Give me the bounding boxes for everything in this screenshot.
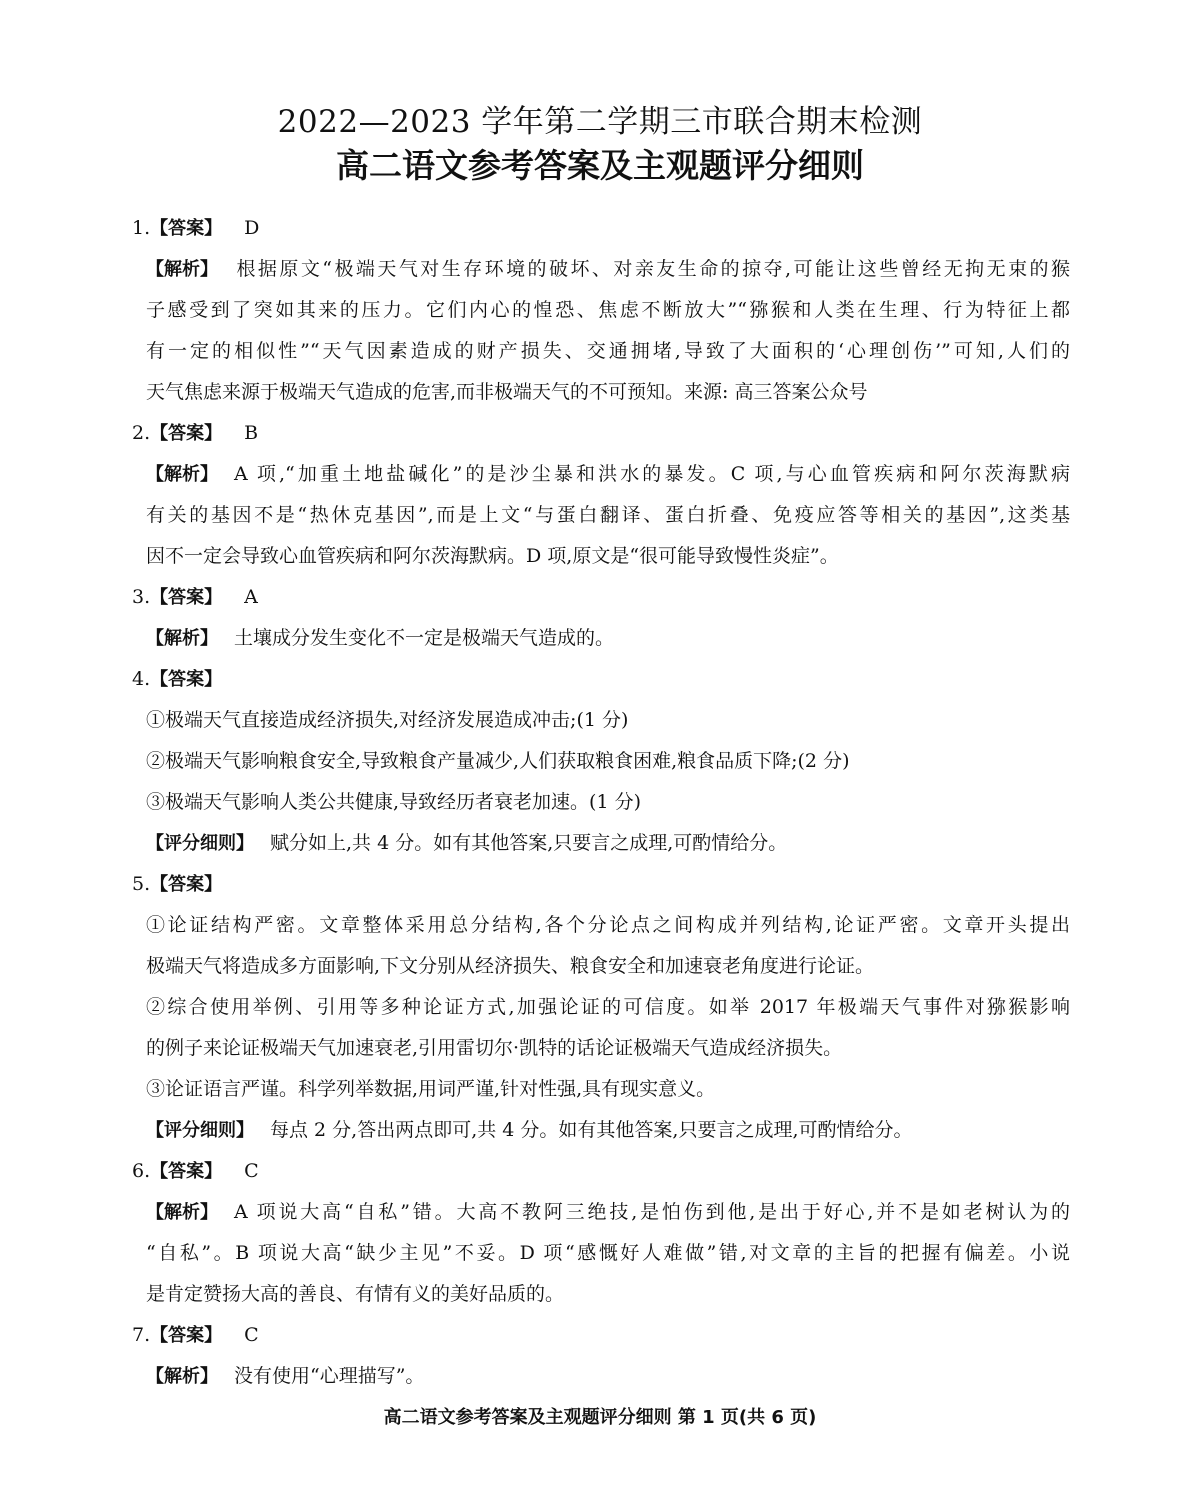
question-7-analysis-line [132,1356,1070,1397]
question-7-answer [132,1315,1070,1356]
question-3-answer [132,577,1070,618]
answer-label: 【答案】 [150,874,223,895]
question-2-analysis-line: 有关的基因不是“热休克基因”,而是上文“与蛋白翻译、蛋白折叠、免疫应答等相关的基因”,这类基 [146,504,1070,526]
question-4-point: ③极端天气影响人类公共健康,导致经历者衰老加速。(1 分) [146,791,641,813]
question-5-line: ②综合使用举例、引用等多种论证方式,加强论证的可信度。如举 2017 年极端天气事件对猕猴影响 [146,996,1070,1018]
exam-title: 2022—2023 学年第二学期三市联合期末检测 [277,104,923,140]
analysis-text: 没有使用“心理描写”。 [234,1365,425,1387]
question-number: 7. [132,1324,151,1346]
question-5-scoring [132,1110,1070,1151]
page-footer: 高二语文参考答案及主观题评分细则 第 1 页(共 6 页) [383,1407,817,1428]
question-number: 3. [132,586,151,608]
analysis-text: 根据原文“极端天气对生存环境的破坏、对亲友生命的掠夺,可能让这些曾经无拘无束的猴 [234,258,1070,280]
question-1-analysis-line: 子感受到了突如其来的压力。它们内心的惶恐、焦虑不断放大”“猕猴和人类在生理、行为特征上都 [146,299,1070,321]
question-number: 1. [132,217,151,239]
question-5-line: 极端天气将造成多方面影响,下文分别从经济损失、粮食安全和加速衰老角度进行论证。 [146,955,875,977]
analysis-label: 【解析】 [146,1366,218,1387]
question-number: 4. [132,668,151,690]
question-2-answer [132,413,1070,454]
analysis-label: 【解析】 [146,1202,218,1223]
answer-value: C [244,1324,259,1346]
question-number: 2. [132,422,151,444]
analysis-text: 土壤成分发生变化不一定是极端天气造成的。 [234,627,615,649]
question-5-answer [132,864,1070,905]
question-2-analysis-line [132,454,1070,495]
analysis-label: 【解析】 [146,464,218,485]
question-6-analysis-line: “自私”。B 项说大高“缺少主见”不妥。D 项“感慨好人难做”错,对文章的主旨的把握有偏差。小说 [146,1242,1070,1264]
answer-label: 【答案】 [150,587,223,608]
question-2-analysis-line: 因不一定会导致心血管疾病和阿尔茨海默病。D 项,原文是“很可能导致慢性炎症”。 [146,545,839,567]
question-number: 5. [132,873,151,895]
answer-value: C [244,1160,259,1182]
question-4-scoring [132,823,1070,864]
question-6-analysis-line [132,1192,1070,1233]
answer-value: B [244,422,259,444]
answer-label: 【答案】 [150,423,223,444]
question-4-answer [132,659,1070,700]
question-5-line: 的例子来论证极端天气加速衰老,引用雷切尔·凯特的话论证极端天气造成经济损失。 [146,1037,843,1059]
question-5-line: ①论证结构严密。文章整体采用总分结构,各个分论点之间构成并列结构,论证严密。文章开头提出 [146,914,1070,936]
question-6-analysis-line: 是肯定赞扬大高的善良、有情有义的美好品质的。 [146,1283,565,1305]
answer-label: 【答案】 [150,1161,223,1182]
question-1-answer [132,208,1070,249]
answer-content [132,208,1070,1397]
question-1-analysis-line: 天气焦虑来源于极端天气造成的危害,而非极端天气的不可预知。来源: 高三答案公众号 [146,381,868,403]
question-6-answer [132,1151,1070,1192]
document-title: 高二语文参考答案及主观题评分细则 [336,146,864,185]
question-1-analysis-line [132,249,1070,290]
analysis-label: 【解析】 [146,259,218,280]
answer-value: D [244,217,260,239]
analysis-label: 【解析】 [146,628,218,649]
scoring-text: 赋分如上,共 4 分。如有其他答案,只要言之成理,可酌情给分。 [270,832,788,854]
analysis-text: A 项说大高“自私”错。大高不教阿三绝技,是怕伤到他,是出于好心,并不是如老树认为的 [234,1201,1070,1223]
scoring-label: 【评分细则】 [146,833,254,854]
answer-value: A [244,586,258,608]
question-4-point: ②极端天气影响粮食安全,导致粮食产量减少,人们获取粮食困难,粮食品质下降;(2 分) [146,750,850,772]
scoring-text: 每点 2 分,答出两点即可,共 4 分。如有其他答案,只要言之成理,可酌情给分。 [270,1119,913,1141]
scoring-label: 【评分细则】 [146,1120,254,1141]
analysis-text: A 项,“加重土地盐碱化”的是沙尘暴和洪水的暴发。C 项,与心血管疾病和阿尔茨海默病 [234,463,1070,485]
question-number: 6. [132,1160,151,1182]
question-4-point: ①极端天气直接造成经济损失,对经济发展造成冲击;(1 分) [146,709,629,731]
answer-label: 【答案】 [150,1325,223,1346]
question-3-analysis-line [132,618,1070,659]
answer-label: 【答案】 [150,669,223,690]
answer-label: 【答案】 [150,218,223,239]
question-5-line: ③论证语言严谨。科学列举数据,用词严谨,针对性强,具有现实意义。 [146,1078,716,1100]
question-1-analysis-line: 有一定的相似性”“天气因素造成的财产损失、交通拥堵,导致了大面积的‘心理创伤’”可知,人们的 [146,340,1070,362]
